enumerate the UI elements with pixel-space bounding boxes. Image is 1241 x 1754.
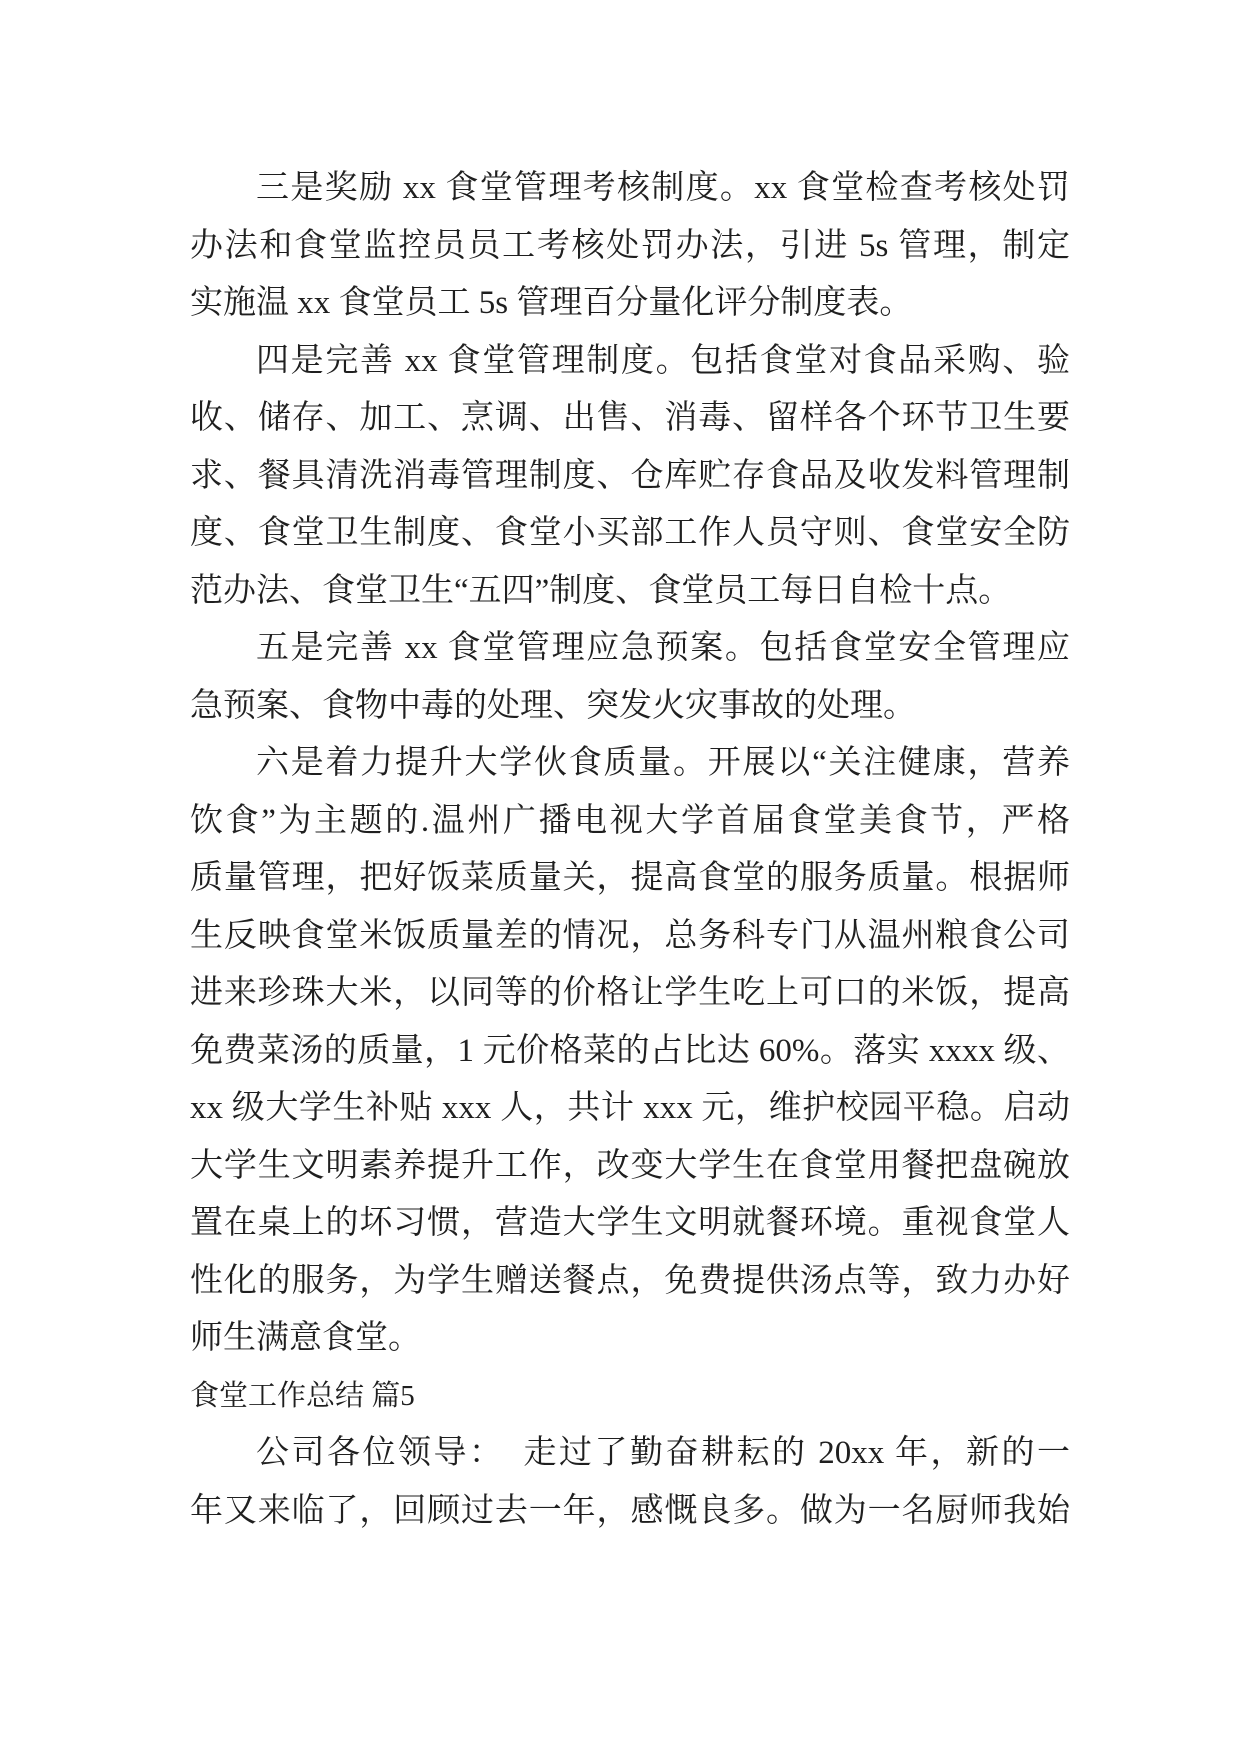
text-line: 质量管理，把好饭菜质量关，提高食堂的服务质量。根据师 — [190, 860, 1070, 896]
paragraph — [190, 735, 1070, 1368]
text-line: 公司各位领导： 走过了勤奋耕耘的 20xx 年，新的一 — [256, 1435, 1070, 1471]
section-heading-block — [190, 1368, 1070, 1426]
text-line: 性化的服务，为学生赠送餐点，免费提供汤点等，致力办好 — [190, 1262, 1070, 1299]
text-line: 置在桌上的坏习惯，营造大学生文明就餐环境。重视食堂人 — [190, 1205, 1070, 1241]
text-line: 年又来临了，回顾过去一年，感慨良多。做为一名厨师我始 — [190, 1492, 1070, 1529]
paragraph — [190, 333, 1070, 621]
text-line: xx 级大学生补贴 xxx 人，共计 xxx 元，维护校园平稳。启动 — [190, 1090, 1070, 1126]
text-line: 求、餐具清洗消毒管理制度、仓库贮存食品及收发料管理制 — [190, 457, 1070, 494]
text-line: 办法和食堂监控员员工考核处罚办法，引进 5s 管理，制定 — [190, 227, 1070, 264]
text-line: 进来珍珠大米，以同等的价格让学生吃上可口的米饭，提高 — [190, 975, 1070, 1011]
text-line: 饮食”为主题的.温州广播电视大学首届食堂美食节，严格 — [190, 802, 1070, 839]
text-line: 大学生文明素养提升工作，改变大学生在食堂用餐把盘碗放 — [190, 1147, 1070, 1184]
document-text — [190, 160, 1070, 1540]
text-line: 四是完善 xx 食堂管理制度。包括食堂对食品采购、验 — [256, 342, 1070, 379]
text-line: 三是奖励 xx 食堂管理考核制度。xx 食堂检查考核处罚 — [256, 170, 1070, 206]
text-line: 度、食堂卫生制度、食堂小买部工作人员守则、食堂安全防 — [190, 515, 1070, 551]
paragraph — [190, 1425, 1070, 1540]
text-line: 急预案、食物中毒的处理、突发火灾事故的处理。 — [190, 687, 916, 724]
text-line: 范办法、食堂卫生“五四”制度、食堂员工每日自检十点。 — [190, 572, 1012, 609]
text-line: 收、储存、加工、烹调、出售、消毒、留样各个环节卫生要 — [190, 400, 1070, 436]
paragraph — [190, 160, 1070, 333]
paragraph — [190, 620, 1070, 735]
section-heading: 食堂工作总结 篇5 — [190, 1379, 415, 1412]
text-line: 实施温 xx 食堂员工 5s 管理百分量化评分制度表。 — [190, 285, 913, 321]
text-line: 六是着力提升大学伙食质量。开展以“关注健康，营养 — [256, 745, 1070, 781]
text-line: 免费菜汤的质量，1 元价格菜的占比达 60%。落实 xxxx 级、 — [190, 1032, 1070, 1069]
text-line: 生反映食堂米饭质量差的情况，总务科专门从温州粮食公司 — [190, 917, 1070, 954]
text-line: 五是完善 xx 食堂管理应急预案。包括食堂安全管理应 — [256, 630, 1070, 666]
text-line: 师生满意食堂。 — [190, 1320, 421, 1356]
